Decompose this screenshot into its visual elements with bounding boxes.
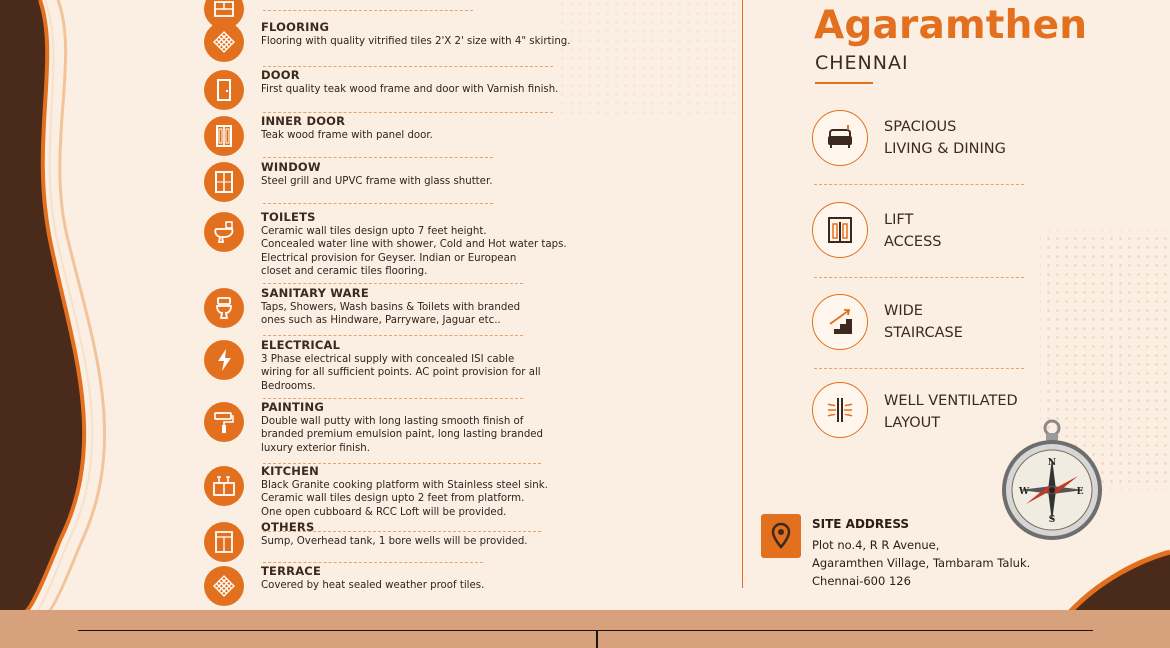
feature-lift-text — [884, 210, 941, 253]
feature-separator — [814, 368, 1024, 369]
spec-description-line: Covered by heat sealed weather proof tiles. — [261, 580, 485, 591]
spec-description-line: ones such as Hindware, Parryware, Jaguar etc.. — [261, 315, 501, 327]
terrace-tiles-icon — [204, 566, 244, 606]
spec-title: FLOORING — [261, 20, 330, 34]
feature-ventilation-line2: LAYOUT — [884, 414, 941, 431]
spec-description-line: Flooring with quality vitrified tiles 2'X 2' size with 4" skirting. — [261, 36, 571, 47]
footer-rule — [78, 630, 1093, 631]
site-address-line2: Agaramthen Village, Tambaram Taluk. — [812, 556, 1031, 570]
spec-description — [261, 175, 492, 188]
spec-separator — [263, 66, 553, 67]
spec-description-line: Black Granite cooking platform with Stainless steel sink. — [261, 480, 548, 491]
footer-divider — [596, 630, 598, 648]
spec-separator — [263, 203, 493, 204]
spec-title: DOOR — [261, 68, 300, 82]
spec-description — [261, 479, 548, 519]
vertical-divider — [742, 0, 743, 588]
sofa-icon — [812, 110, 868, 166]
spec-description-line: Double wall putty with long lasting smooth finish of — [261, 416, 524, 427]
location-pin-icon — [761, 514, 801, 558]
site-address-line3: Chennai-600 126 — [812, 574, 911, 588]
spec-description-line: closet and ceramic tiles flooring. — [261, 266, 428, 278]
kitchen-icon — [204, 466, 244, 506]
panel-door-icon — [204, 116, 244, 156]
spec-separator — [263, 562, 483, 563]
spec-description — [261, 353, 541, 393]
spec-title: WINDOW — [261, 160, 321, 174]
spec-description-line: Ceramic wall tiles design upto 7 feet height. — [261, 226, 487, 237]
site-address-heading: SITE ADDRESS — [812, 517, 910, 531]
compass-w: W — [1018, 487, 1030, 497]
site-address-line1: Plot no.4, R R Avenue, — [812, 538, 940, 552]
spec-description — [261, 535, 528, 548]
spec-description — [261, 0, 505, 2]
spec-description — [261, 415, 543, 455]
spec-description — [261, 35, 571, 48]
feature-separator — [814, 184, 1024, 185]
site-address-lines — [812, 536, 1030, 590]
spec-separator — [263, 398, 523, 399]
spec-separator — [263, 157, 493, 158]
lift-icon — [812, 202, 868, 258]
tiles-icon — [204, 22, 244, 62]
feature-living-line1: SPACIOUS — [884, 119, 957, 135]
spec-description — [261, 129, 433, 142]
door-icon — [204, 70, 244, 110]
spec-description-line — [261, 0, 505, 2]
spec-title: KITCHEN — [261, 464, 319, 478]
spec-title: ELECTRICAL — [261, 338, 341, 352]
spec-title: TERRACE — [261, 564, 322, 578]
project-title: Agaramthen — [814, 3, 1088, 48]
spec-separator — [263, 283, 523, 284]
feature-ventilation-text — [884, 391, 1018, 434]
spec-description-line: Taps, Showers, Wash basins & Toilets with branded — [261, 302, 521, 313]
spec-description-line: Concealed water line with shower, Cold and Hot water taps. — [261, 239, 567, 251]
feature-staircase-line1: WIDE — [884, 303, 923, 319]
spec-description-line: luxury exterior finish. — [261, 442, 370, 454]
spec-separator — [263, 531, 541, 532]
spec-description-line: Teak wood frame with panel door. — [261, 130, 433, 141]
spec-description-line: Electrical provision for Geyser. Indian or European — [261, 252, 517, 264]
compass-e: E — [1076, 487, 1084, 497]
spec-description-line: One open cubboard & RCC Loft will be provided. — [261, 506, 507, 518]
feature-staircase-text — [884, 301, 963, 344]
feature-staircase-line2: STAIRCASE — [884, 324, 963, 341]
spec-description-line: Steel grill and UPVC frame with glass shutter. — [261, 176, 493, 187]
feature-living-text — [884, 117, 1006, 160]
spec-separator — [263, 463, 541, 464]
ventilation-icon — [812, 382, 868, 438]
feature-lift-line1: LIFT — [884, 212, 914, 228]
spec-description-line: Sump, Overhead tank, 1 bore wells will be provided. — [261, 536, 528, 547]
window-icon — [204, 162, 244, 202]
spec-description-line: Bedrooms. — [261, 380, 316, 392]
feature-ventilation-line1: WELL VENTILATED — [884, 393, 1018, 409]
toilet-icon — [204, 212, 244, 252]
spec-description-line: Ceramic wall tiles design upto 2 feet from platform. — [261, 493, 525, 505]
spec-separator — [263, 335, 523, 336]
feature-separator — [814, 277, 1024, 278]
spec-description-line: wiring for all sufficient points. AC point provision for all — [261, 367, 541, 379]
spec-title: PAINTING — [261, 400, 324, 414]
paint-roller-icon — [204, 402, 244, 442]
feature-lift-line2: ACCESS — [884, 233, 942, 250]
cupboard-icon — [204, 522, 244, 562]
compass-s: S — [1048, 515, 1056, 525]
footer-band — [0, 610, 1170, 648]
spec-description — [261, 579, 484, 592]
compass-icon — [1000, 418, 1104, 542]
feature-living-line2: LIVING & DINING — [884, 140, 1006, 157]
lightning-icon — [204, 340, 244, 380]
spec-description-line: 3 Phase electrical supply with concealed ISI cable — [261, 354, 515, 365]
commode-icon — [204, 288, 244, 328]
spec-description-line: First quality teak wood frame and door with Varnish finish. — [261, 84, 559, 95]
spec-separator — [263, 10, 473, 11]
spec-title: SANITARY WARE — [261, 286, 369, 300]
spec-description — [261, 225, 567, 279]
spec-title: INNER DOOR — [261, 114, 346, 128]
spec-title: TOILETS — [261, 210, 316, 224]
spec-description-line: branded premium emulsion paint, long lasting branded — [261, 429, 544, 441]
title-underline — [815, 82, 873, 84]
spec-title: OTHERS — [261, 520, 315, 534]
city-name: CHENNAI — [815, 52, 909, 74]
compass-n: N — [1047, 458, 1057, 468]
spec-separator — [263, 112, 553, 113]
spec-description — [261, 83, 558, 96]
spec-description — [261, 301, 520, 328]
staircase-icon — [812, 294, 868, 350]
